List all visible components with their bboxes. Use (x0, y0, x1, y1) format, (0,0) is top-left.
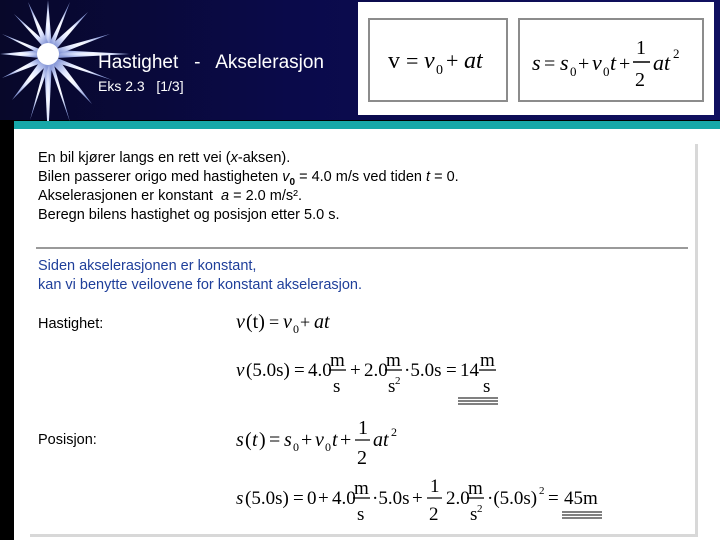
svg-text:0: 0 (307, 488, 317, 509)
svg-text:14: 14 (460, 360, 479, 381)
svg-text:0: 0 (570, 64, 577, 79)
svg-text:+: + (446, 48, 459, 73)
divider-line (36, 247, 688, 249)
svg-text:1: 1 (358, 417, 368, 439)
svg-text:s: s (236, 488, 244, 509)
svg-text:v: v (236, 360, 245, 381)
svg-text:2: 2 (539, 485, 545, 497)
svg-text:=: = (294, 360, 305, 381)
svg-text:2: 2 (395, 375, 401, 387)
svg-text:=: = (446, 360, 457, 381)
svg-text:·(5.0s): ·(5.0s) (487, 488, 538, 509)
svg-text:2: 2 (391, 425, 397, 439)
svg-text:(5.0s): (5.0s) (245, 488, 289, 509)
svg-text:t: t (252, 429, 258, 451)
svg-text:+: + (350, 360, 361, 381)
svg-text:m: m (468, 478, 483, 499)
svg-text:t: t (610, 50, 617, 75)
svg-text:v: v (315, 429, 324, 451)
velocity-numeric-equation (236, 346, 506, 408)
svg-text:0: 0 (293, 440, 299, 454)
position-label: Posisjon: (38, 432, 97, 448)
svg-text:4.0: 4.0 (308, 360, 332, 381)
velocity-formula-box (368, 18, 508, 102)
svg-text:2: 2 (429, 504, 439, 525)
problem-line-3: Akselerasjonen er konstant a = 2.0 m/s². (38, 188, 302, 204)
svg-text:2: 2 (477, 503, 483, 515)
svg-text:m: m (354, 478, 369, 499)
svg-text:v: v (592, 50, 602, 75)
svg-text:s: s (560, 50, 569, 75)
svg-text:at: at (373, 429, 389, 451)
solution-intro-line-2: kan vi benytte veilovene for konstant akselerasjon. (38, 277, 363, 293)
svg-text:m: m (480, 350, 495, 371)
left-margin-bar (0, 121, 14, 540)
svg-text:·5.0s: ·5.0s (372, 488, 410, 509)
svg-text:=: = (269, 429, 281, 451)
slide-subtitle: Eks 2.3 [1/3] (98, 78, 184, 94)
svg-text:2.0: 2.0 (446, 488, 470, 509)
svg-text:+: + (318, 488, 329, 509)
svg-text:2: 2 (635, 69, 645, 91)
slide-header (0, 0, 720, 120)
svg-text:at: at (653, 50, 671, 75)
svg-text:v: v (283, 311, 292, 333)
problem-line-4: Beregn bilens hastighet og posisjon etter 5.0 s. (38, 207, 340, 223)
slide-content (14, 129, 720, 540)
svg-text:m: m (330, 350, 345, 371)
svg-text:0: 0 (436, 63, 443, 78)
svg-text:m: m (386, 350, 401, 371)
svg-text:s: s (483, 376, 491, 397)
svg-text:v: v (388, 48, 400, 74)
svg-text:2: 2 (357, 447, 367, 469)
position-formula (520, 20, 702, 100)
svg-text:+: + (412, 488, 423, 509)
svg-text:·5.0s: ·5.0s (404, 360, 442, 381)
svg-text:4.0: 4.0 (332, 488, 356, 509)
solution-intro-line-1: Siden akselerasjonen er konstant, (38, 258, 257, 274)
accent-bar (14, 121, 720, 129)
svg-text:s: s (388, 376, 396, 397)
svg-text:2: 2 (673, 46, 680, 61)
velocity-label: Hastighet: (38, 316, 104, 332)
content-card (30, 144, 698, 537)
svg-text:+: + (578, 53, 590, 75)
svg-text:s: s (470, 504, 478, 525)
svg-text:=: = (293, 488, 304, 509)
svg-text:+: + (300, 312, 311, 332)
problem-line-1: En bil kjører langs en rett vei (x-aksen). (38, 150, 291, 166)
svg-text:=: = (548, 488, 559, 509)
svg-text:v: v (424, 48, 435, 74)
svg-text:1: 1 (636, 37, 646, 59)
svg-text:t: t (332, 429, 338, 451)
velocity-general-equation (236, 308, 346, 338)
svg-text:s: s (284, 429, 292, 451)
svg-text:+: + (340, 429, 352, 451)
svg-text:s: s (357, 504, 365, 525)
problem-line-2: Bilen passerer origo med hastigheten $v_0 = 4.0$ m/s ved tiden t = 0. (38, 169, 459, 188)
svg-text:0: 0 (603, 64, 610, 79)
svg-text:=: = (544, 53, 556, 75)
position-general-equation (236, 416, 416, 472)
svg-text:s: s (236, 429, 244, 451)
svg-text:2.0: 2.0 (364, 360, 388, 381)
svg-text:at: at (464, 48, 483, 74)
svg-text:): ) (259, 429, 266, 451)
svg-text:+: + (301, 429, 313, 451)
svg-text:=: = (269, 312, 280, 332)
svg-text:+: + (619, 53, 631, 75)
position-formula-box (518, 18, 704, 102)
svg-text:0: 0 (325, 440, 331, 454)
svg-text:1: 1 (430, 476, 440, 497)
svg-text:45m: 45m (564, 488, 598, 509)
svg-text:s: s (333, 376, 341, 397)
formula-panel (358, 2, 714, 115)
svg-text:=: = (406, 48, 419, 73)
svg-text:(5.0s): (5.0s) (246, 360, 290, 381)
svg-text:at: at (314, 311, 330, 333)
position-numeric-equation (236, 474, 636, 534)
velocity-formula (370, 20, 506, 100)
slide-title: Hastighet - Akselerasjon (98, 52, 324, 73)
svg-text:v: v (236, 311, 245, 333)
svg-text:(: ( (245, 429, 252, 451)
svg-text:0: 0 (293, 322, 299, 336)
svg-text:(t): (t) (246, 311, 265, 333)
svg-text:s: s (532, 50, 541, 75)
